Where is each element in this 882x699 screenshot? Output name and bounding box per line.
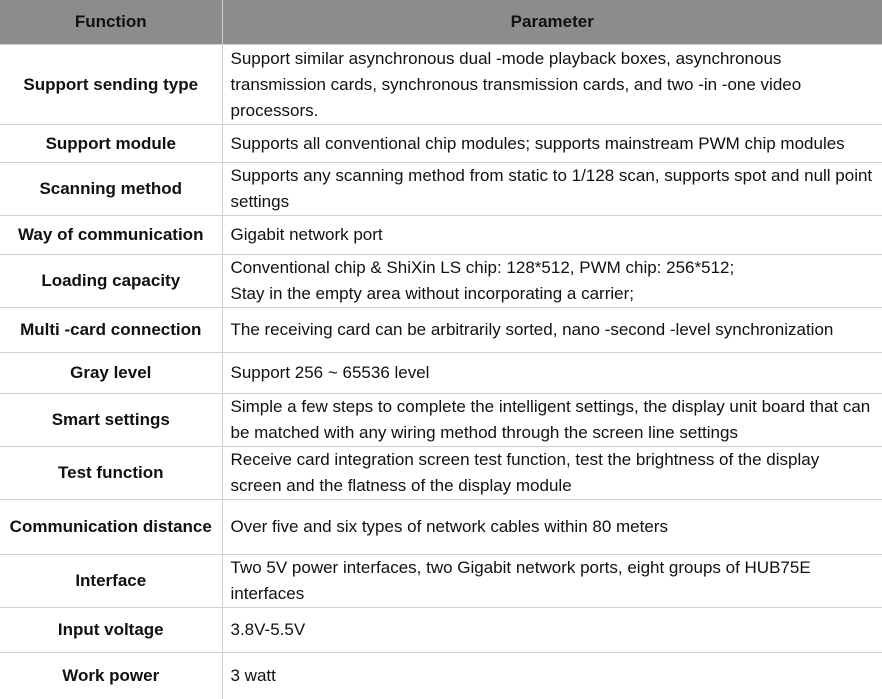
table-row [0,163,882,216]
function-cell: Support module [0,125,222,163]
parameter-text: Supports all conventional chip modules; supports mainstream PWM chip modules [230,133,845,153]
parameter-text: Support similar asynchronous dual -mode playback boxes, asynchronous transmission cards, synchronous transmission cards, and two -in -one video processors. [230,48,802,120]
parameter-text: 3 watt [230,665,276,685]
parameter-cell [222,255,882,308]
header-function: Function [0,0,222,45]
table-row [0,45,882,125]
table-row [0,255,882,308]
header-row [0,0,882,45]
parameter-cell [222,608,882,653]
parameter-cell [222,308,882,353]
parameter-text: Two 5V power interfaces, two Gigabit network ports, eight groups of HUB75E interfaces [230,558,811,603]
parameter-text: Conventional chip & ShiXin LS chip: 128*512, PWM chip: 256*512; [230,258,735,277]
parameter-cell [222,394,882,447]
parameter-text-line2: Stay in the empty area without incorporating a carrier; [230,284,634,303]
table-row [0,353,882,394]
function-cell: Multi -card connection [0,308,222,353]
parameter-text: The receiving card can be arbitrarily sorted, nano -second -level synchronization [230,320,834,339]
table-row [0,555,882,608]
parameter-cell [222,163,882,216]
function-cell: Scanning method [0,163,222,216]
parameter-text: Support 256 ~ 65536 level [230,363,430,382]
parameter-text: Gigabit network port [230,225,383,244]
function-cell: Support sending type [0,45,222,125]
function-cell: Gray level [0,353,222,394]
parameter-text: Over five and six types of network cables within 80 meters [230,517,668,536]
parameter-cell [222,500,882,555]
table-row [0,653,882,699]
parameter-text: Supports any scanning method from static to 1/128 scan, supports spot and null point settings [230,166,873,211]
parameter-cell [222,555,882,608]
parameter-text: Receive card integration screen test function, test the brightness of the display screen and the flatness of the display module [230,450,820,495]
parameter-text: Simple a few steps to complete the intelligent settings, the display unit board that can be matched with any wiring method through the screen line settings [230,397,871,442]
function-cell: Input voltage [0,608,222,653]
table-row [0,216,882,255]
table-row [0,394,882,447]
parameter-cell [222,45,882,125]
function-cell: Loading capacity [0,255,222,308]
parameter-cell [222,353,882,394]
header-parameter: Parameter [222,0,882,45]
function-cell: Work power [0,653,222,699]
function-cell: Communication distance [0,500,222,555]
function-cell: Interface [0,555,222,608]
parameter-text: 3.8V-5.5V [230,620,306,639]
parameter-cell [222,216,882,255]
parameter-cell [222,125,882,163]
table-row [0,500,882,555]
table-row [0,608,882,653]
function-cell: Way of communication [0,216,222,255]
table-row [0,308,882,353]
parameter-cell [222,447,882,500]
table-row [0,125,882,163]
parameter-cell [222,653,882,699]
table-row [0,447,882,500]
function-cell: Test function [0,447,222,500]
function-cell: Smart settings [0,394,222,447]
